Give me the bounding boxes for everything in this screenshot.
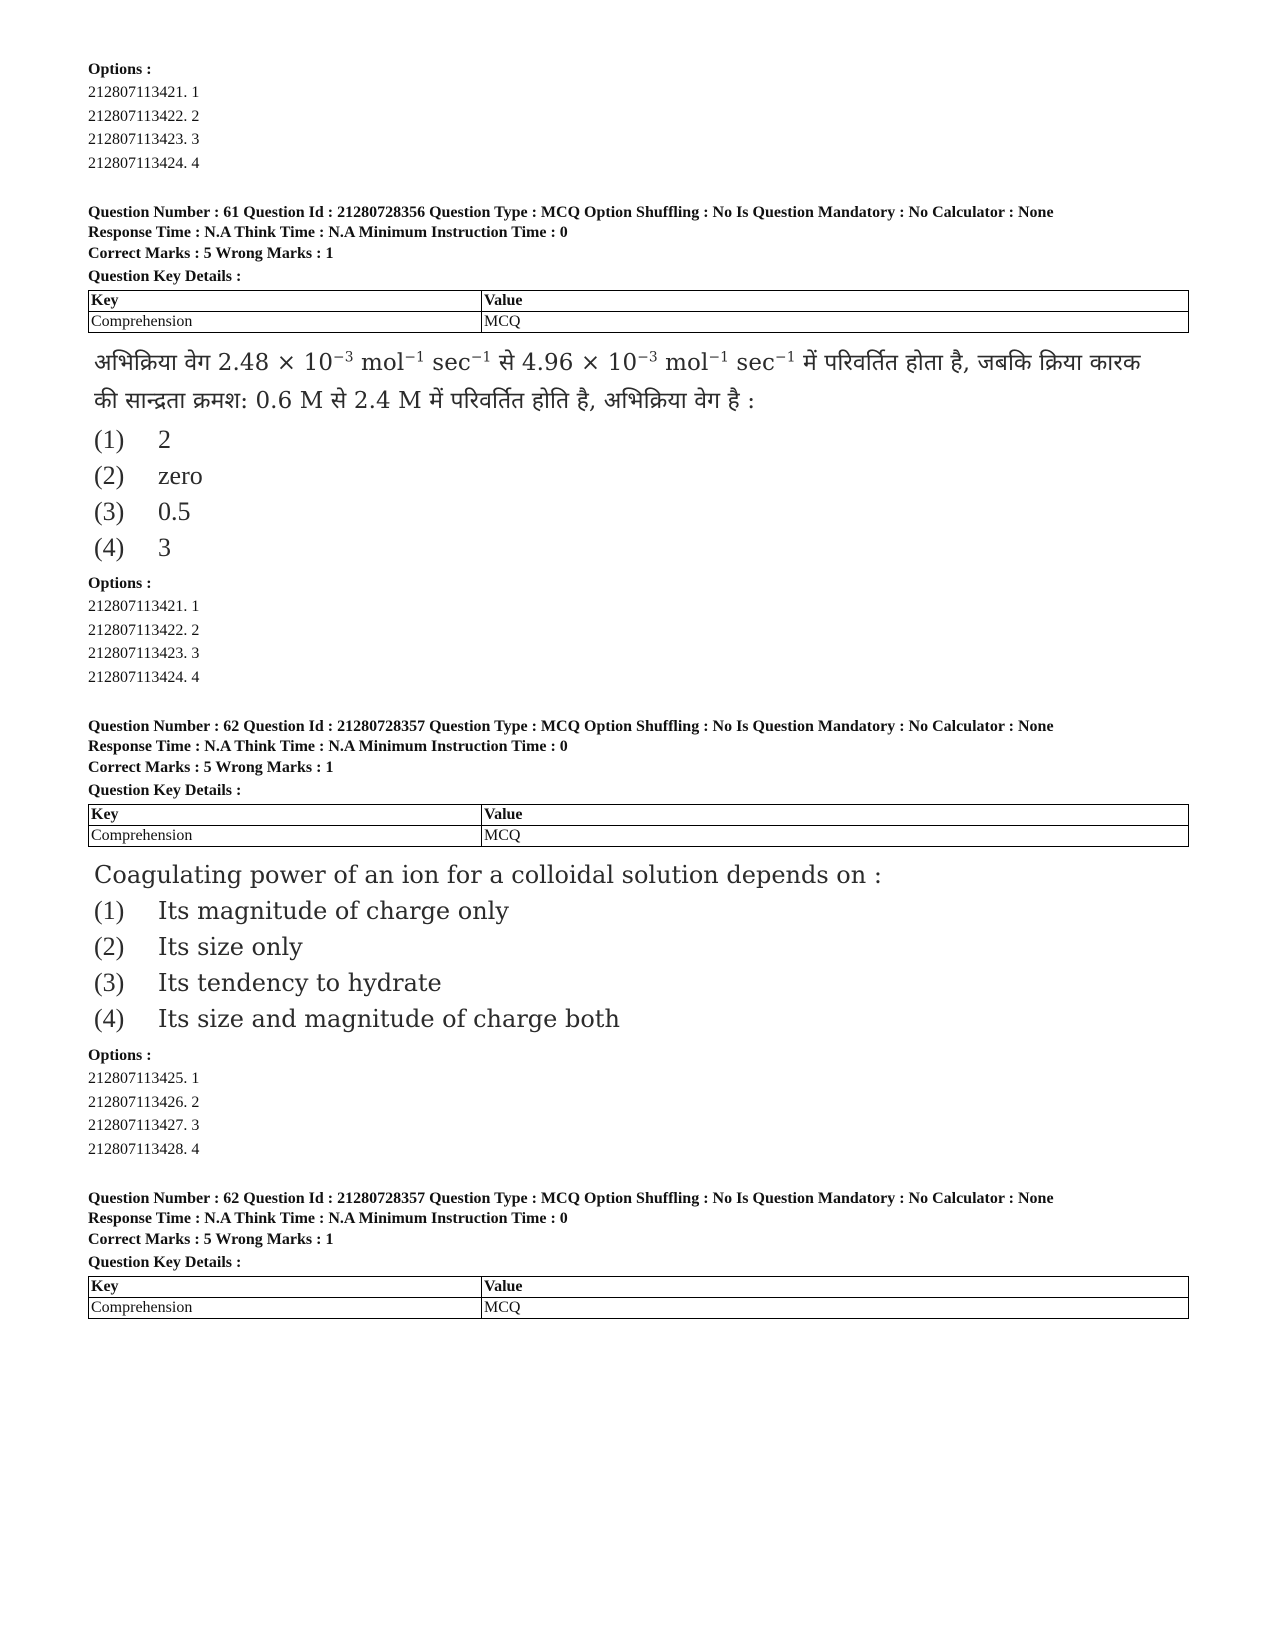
question-key-details-label: Question Key Details : bbox=[88, 782, 242, 799]
option-item: 212807113424. 4 bbox=[88, 668, 200, 686]
choice-item bbox=[94, 494, 1194, 530]
top-options-block bbox=[88, 58, 1188, 175]
table-row bbox=[89, 312, 1189, 333]
option-item: 212807113423. 3 bbox=[88, 645, 200, 662]
table-row bbox=[89, 1298, 1189, 1319]
choice-item bbox=[94, 458, 1194, 494]
options-label: Options : bbox=[88, 575, 152, 592]
question-62b-meta bbox=[88, 1189, 1188, 1319]
choice-item bbox=[94, 1001, 1194, 1037]
question-timing-line: Response Time : N.A Think Time : N.A Minimum Instruction Time : 0 bbox=[88, 737, 568, 755]
choice-item bbox=[94, 893, 1194, 929]
question-marks: Correct Marks : 5 Wrong Marks : 1 bbox=[88, 759, 334, 776]
option-item: 212807113422. 2 bbox=[88, 621, 200, 639]
choice-text: Its tendency to hydrate bbox=[158, 969, 442, 997]
choice-number: (1) bbox=[94, 425, 125, 454]
option-item: 212807113427. 3 bbox=[88, 1117, 200, 1134]
option-item: 212807113426. 2 bbox=[88, 1093, 200, 1111]
question-62-body bbox=[94, 857, 1194, 1037]
options-label: Options : bbox=[88, 61, 152, 78]
table-cell-value: MCQ bbox=[482, 1298, 1189, 1319]
question-key-table bbox=[88, 804, 1189, 847]
question-key-table bbox=[88, 1276, 1189, 1319]
table-cell-value: MCQ bbox=[482, 312, 1189, 333]
question-61-body bbox=[94, 344, 1194, 566]
choice-text: Its magnitude of charge only bbox=[158, 897, 509, 925]
table-header-key: Key bbox=[89, 805, 482, 826]
choice-number: (4) bbox=[94, 533, 125, 562]
choice-number: (3) bbox=[94, 497, 125, 526]
choice-text: 0.5 bbox=[158, 497, 191, 526]
option-item: 212807113421. 1 bbox=[88, 598, 200, 615]
choice-text: zero bbox=[158, 461, 203, 490]
question-key-details-label: Question Key Details : bbox=[88, 268, 242, 285]
option-item: 212807113422. 2 bbox=[88, 107, 200, 125]
choice-number: (3) bbox=[94, 968, 125, 997]
choice-text: Its size and magnitude of charge both bbox=[158, 1005, 620, 1033]
table-header-key: Key bbox=[89, 291, 482, 312]
table-row bbox=[89, 826, 1189, 847]
question-61-options bbox=[88, 572, 1188, 689]
table-header-row bbox=[89, 1277, 1189, 1298]
question-marks: Correct Marks : 5 Wrong Marks : 1 bbox=[88, 1231, 334, 1248]
choice-number: (2) bbox=[94, 461, 125, 490]
option-item: 212807113425. 1 bbox=[88, 1070, 200, 1087]
option-item: 212807113424. 4 bbox=[88, 154, 200, 172]
choice-text: 2 bbox=[158, 425, 171, 454]
question-marks: Correct Marks : 5 Wrong Marks : 1 bbox=[88, 245, 334, 262]
table-header-row bbox=[89, 805, 1189, 826]
question-61-meta bbox=[88, 203, 1188, 333]
option-item: 212807113421. 1 bbox=[88, 84, 200, 101]
question-62-meta bbox=[88, 717, 1188, 847]
options-label: Options : bbox=[88, 1047, 152, 1064]
choice-item bbox=[94, 965, 1194, 1001]
table-cell-key: Comprehension bbox=[89, 826, 482, 847]
choice-item bbox=[94, 422, 1194, 458]
question-key-table bbox=[88, 290, 1189, 333]
choice-item bbox=[94, 929, 1194, 965]
question-meta-line: Question Number : 62 Question Id : 21280728357 Question Type : MCQ Option Shuffling : No Is Question Mandatory : No Calculator : None bbox=[88, 1190, 1054, 1207]
option-item: 212807113428. 4 bbox=[88, 1140, 200, 1158]
question-text: Coagulating power of an ion for a colloidal solution depends on : bbox=[94, 861, 882, 889]
question-62-options bbox=[88, 1044, 1188, 1161]
choice-number: (2) bbox=[94, 932, 125, 961]
choice-number: (4) bbox=[94, 1004, 125, 1033]
question-text-line-1: अभिक्रिया वेग $2.48 \times 10^{-3}$ mol$^{-1}$ $\sec^{-1}$ से $4.96 \times 10^{-3}$ mol$^{-1}$ $\sec^{-1}$ में परिवर्तित होता है, जबकि क्रिया कारक bbox=[94, 349, 1141, 376]
table-header-row bbox=[89, 291, 1189, 312]
question-timing-line: Response Time : N.A Think Time : N.A Minimum Instruction Time : 0 bbox=[88, 223, 568, 241]
question-meta-line: Question Number : 61 Question Id : 21280728356 Question Type : MCQ Option Shuffling : No Is Question Mandatory : No Calculator : None bbox=[88, 204, 1054, 221]
question-timing-line: Response Time : N.A Think Time : N.A Minimum Instruction Time : 0 bbox=[88, 1209, 568, 1227]
table-header-value: Value bbox=[482, 291, 1189, 312]
choice-text: 3 bbox=[158, 533, 171, 562]
table-header-key: Key bbox=[89, 1277, 482, 1298]
option-item: 212807113423. 3 bbox=[88, 131, 200, 148]
question-key-details-label: Question Key Details : bbox=[88, 1254, 242, 1271]
table-header-value: Value bbox=[482, 1277, 1189, 1298]
table-header-value: Value bbox=[482, 805, 1189, 826]
table-cell-value: MCQ bbox=[482, 826, 1189, 847]
choice-item bbox=[94, 530, 1194, 566]
table-cell-key: Comprehension bbox=[89, 1298, 482, 1319]
choice-number: (1) bbox=[94, 896, 125, 925]
question-text-line-2: की सान्द्रता क्रमश: 0.6 M से 2.4 M में परिवर्तित होति है, अभिक्रिया वेग है : bbox=[94, 388, 756, 414]
table-cell-key: Comprehension bbox=[89, 312, 482, 333]
question-meta-line: Question Number : 62 Question Id : 21280728357 Question Type : MCQ Option Shuffling : No Is Question Mandatory : No Calculator : None bbox=[88, 718, 1054, 735]
choice-text: Its size only bbox=[158, 933, 303, 961]
